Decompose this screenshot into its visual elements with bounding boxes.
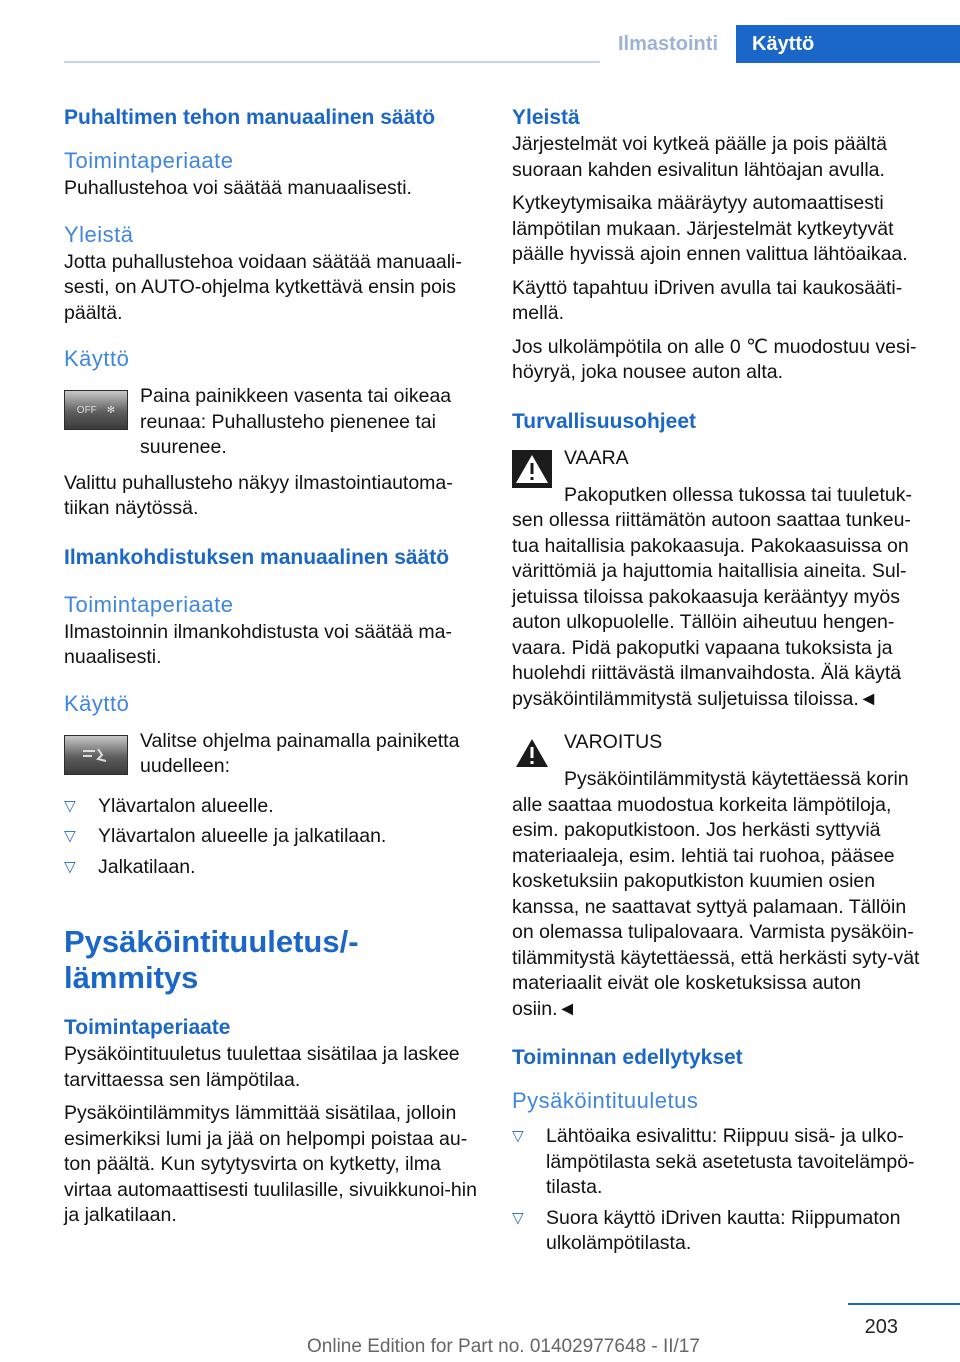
fan-principle-heading: Toimintaperiaate <box>64 148 234 173</box>
list-item: ▷ Suora käyttö iDriven kautta: Riippumaton ulkolämpötilasta. <box>512 1206 928 1257</box>
warning-triangle-icon <box>512 450 552 488</box>
list-item: ▷ Ylävartalon alueelle. <box>64 794 480 820</box>
air-distribution-button-icon <box>64 735 128 775</box>
danger-text: Pakoputken ollessa tukossa tai tuuletuk-sen ollessa riittämätön autoon saattaa tunkeu-tua haitallisia pakokaasuja. Pakokaasuissa on värittömiä ja hajuttomia haitallisia aineita. Sul-jetuissa tiloissa pakokaasuja kerääntyy myös auton ulkopuolelle. Tällöin aiheutuu hengen-vaara. Pidä pakoputki vapaana tukoksista ja huolehdi riittävästä ilmanvaihdosta. Älä käytä pysäköintilämmitystä suljetuissa tiloissa.◄ <box>512 483 912 710</box>
general-text-4: Jos ulkolämpötila on alle 0 ℃ muodostuu vesi-höyryä, joka nousee auton alta. <box>512 335 917 383</box>
general-text-1: Järjestelmät voi kytkeä päälle ja pois päältä suoraan kahden esivalitun lähtöajan avulla. <box>512 133 888 181</box>
edition-note: Online Edition for Part no. 01402977648 - II/17 <box>307 1336 700 1357</box>
fan-title: Puhaltimen tehon manuaalinen säätö <box>64 106 436 129</box>
general-text-3: Käyttö tapahtuu iDriven avulla tai kaukosääti-mellä. <box>512 276 903 324</box>
fan-button-icon <box>64 390 128 430</box>
warning-triangle-icon <box>512 734 552 772</box>
fan-use-heading: Käyttö <box>64 346 130 371</box>
warning-text: Pysäköintilämmitystä käytettäessä korin alle saattaa muodostua korkeita lämpötiloja, esim. pakoputkistoon. Jos herkästi syttyviä materiaaleja, esim. lehtiä tai ruohoa, pääsee kosketuksiin pakoputkiston kuumien osien kanssa, ne saattavat syttyä palamaan. Tällöin on olemassa tulipalovaara. Varmista pysäköin-tilämmitystä käytettäessä, että herkästi syty-vät materiaalit eivät ole kosketuksissa auton osiin.◄ <box>512 768 920 1020</box>
list-item: ▷ Jalkatilaan. <box>64 855 480 881</box>
footer-rule <box>848 1303 960 1305</box>
right-column <box>512 100 928 1257</box>
danger-block <box>512 446 928 488</box>
air-principle-heading: Toimintaperiaate <box>64 591 234 617</box>
air-options-list <box>64 794 480 881</box>
air-principle-text: Ilmastoinnin ilmankohdistusta voi säätää ma-nuaalisesti. <box>64 620 453 668</box>
left-column <box>64 100 480 1229</box>
header-chapter: Käyttö <box>736 25 960 63</box>
parking-title: Pysäköintituuletus/-lämmitys <box>64 924 359 995</box>
requirements-heading: Toiminnan edellytykset <box>512 1046 743 1069</box>
fan-display-text: Valittu puhallusteho näkyy ilmastointiautoma-tiikan näytössä. <box>64 471 453 519</box>
air-use-text: Valitse ohjelma painamalla painiketta uudelleen: <box>140 729 460 777</box>
fan-icon: ✻ <box>106 404 116 416</box>
requirements-list <box>512 1124 928 1257</box>
parking-text-1: Pysäköintituuletus tuulettaa sisätilaa ja laskee tarvittaessa sen lämpötilaa. <box>64 1043 460 1091</box>
fan-use-text: Paina painikkeen vasenta tai oikeaa reunaa: Puhallusteho pienenee tai suurenee. <box>140 385 452 458</box>
off-icon: OFF <box>76 404 97 416</box>
parking-principle-heading: Toimintaperiaate <box>64 1016 231 1039</box>
safety-heading: Turvallisuusohjeet <box>512 409 696 433</box>
warning-block <box>512 730 928 772</box>
air-use-block <box>64 729 480 780</box>
air-use-heading: Käyttö <box>64 690 130 716</box>
requirements-subheading: Pysäköintituuletus <box>512 1088 699 1113</box>
general-text-2: Kytkeytymisaika määräytyy automaattisesti lämpötilan mukaan. Järjestelmät kytkeytyvät päälle hyvissä ajoin ennen valittua lähtöaikaa. <box>512 192 908 265</box>
fan-principle-text: Puhallustehoa voi säätää manuaalisesti. <box>64 177 412 199</box>
fan-use-block <box>64 384 480 461</box>
parking-text-2: Pysäköintilämmitys lämmittää sisätilaa, jolloin esimerkiksi lumi ja jää on helpompi poistaa au-ton päältä. Kun sytytysvirta on kytketty, ilma virtaa automaattisesti tuulilasille, sivuikkunoi-hin ja jalkatilaan. <box>64 1102 477 1226</box>
fan-general-heading: Yleistä <box>64 221 134 247</box>
fan-general-text: Jotta puhallustehoa voidaan säätää manuaali-sesti, on AUTO-ohjelma kytkettävä ensin pois päältä. <box>64 250 462 324</box>
list-item: ▷ Ylävartalon alueelle ja jalkatilaan. <box>64 824 480 850</box>
danger-label: VAARA <box>564 446 629 469</box>
warning-label: VAROITUS <box>564 731 663 753</box>
list-item: ▷ Lähtöaika esivalittu: Riippuu sisä- ja ulko-lämpötilasta sekä asetetusta tavoitelämpö-tilasta. <box>512 1124 928 1201</box>
header-section: Ilmastointi <box>600 25 736 63</box>
general-heading: Yleistä <box>512 106 580 129</box>
page-number: 203 <box>864 1316 898 1338</box>
air-title: Ilmankohdistuksen manuaalinen säätö <box>64 545 450 569</box>
air-flow-icon <box>79 745 113 765</box>
